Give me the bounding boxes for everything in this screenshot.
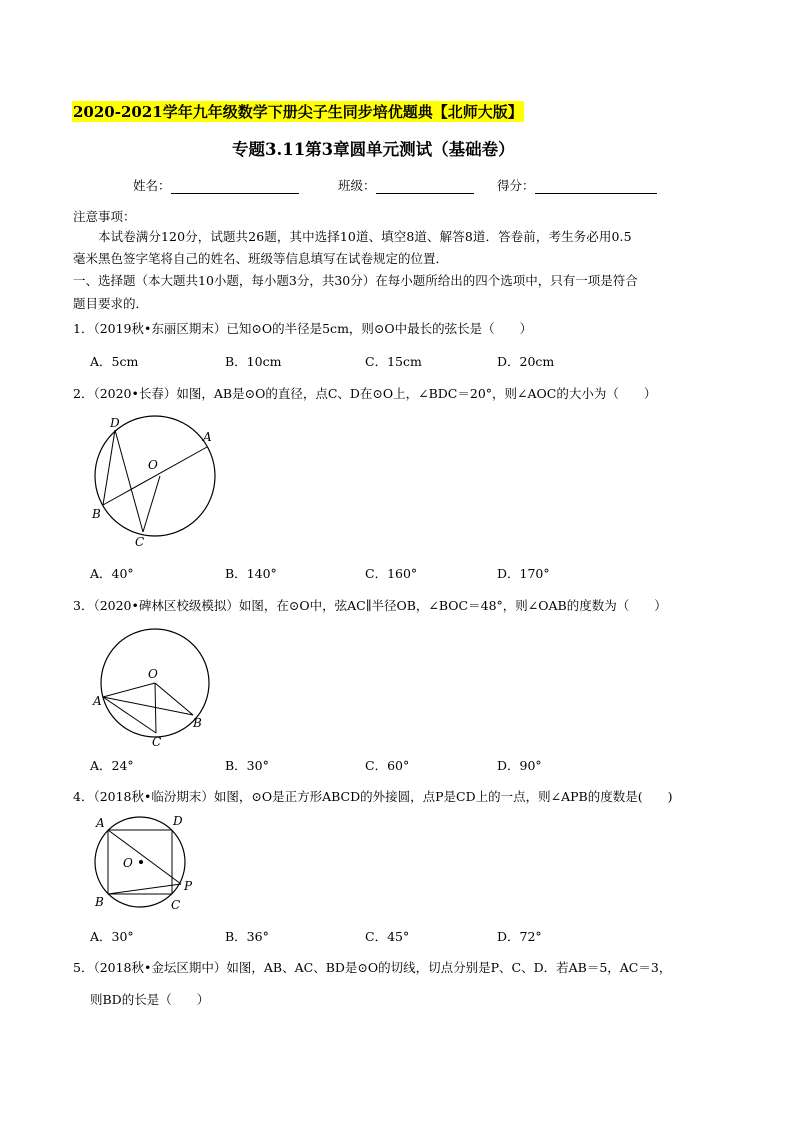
fig3-label-c: C bbox=[152, 735, 162, 749]
fig2-segment-db bbox=[103, 430, 115, 505]
fig2-label-a: A bbox=[203, 430, 212, 444]
fig2-label-c: C bbox=[135, 535, 145, 549]
score-field[interactable] bbox=[535, 193, 657, 194]
fig2-segment-dc bbox=[115, 430, 143, 532]
fig2-label-d: D bbox=[110, 416, 120, 430]
question-2-stem: 2．（2020•长春）如图，AB是⊙O的直径，点C、D在⊙O上，∠BDC＝20°，则∠AOC的大小为（ ） bbox=[73, 386, 657, 401]
fig3-label-b: B bbox=[193, 716, 202, 730]
class-field[interactable] bbox=[376, 193, 474, 194]
page-title: 专题3.11第3章圆单元测试（基础卷） bbox=[232, 140, 515, 159]
notes-line-1: 本试卷满分120分，试题共26题，其中选择10道、填空8道、解答8道．答卷前，考生务必用0.5 bbox=[98, 229, 632, 244]
fig3-label-o: O bbox=[148, 667, 158, 681]
score-label: 得分： bbox=[497, 178, 535, 193]
fig2-segment-oc bbox=[143, 476, 160, 532]
section-intro-1: 一、选择题（本大题共10小题，每小题3分，共30分）在每小题所给出的四个选项中，只有一项是符合 bbox=[73, 273, 638, 288]
q2-option-c[interactable]: C．160° bbox=[365, 566, 418, 581]
q2-option-b[interactable]: B．140° bbox=[225, 566, 277, 581]
figure-q4 bbox=[86, 812, 202, 912]
fig4-label-o: O bbox=[123, 856, 133, 870]
question-3-stem: 3．（2020•碑林区校级模拟）如图，在⊙O中，弦AC∥半径OB，∠BOC＝48°，则∠OAB的度数为（ ） bbox=[73, 598, 667, 613]
class-row bbox=[338, 176, 474, 194]
fig4-label-c: C bbox=[171, 898, 181, 912]
q2-option-a[interactable]: A．40° bbox=[90, 566, 134, 581]
fig4-label-p: P bbox=[184, 879, 193, 893]
q1-option-b[interactable]: B．10cm bbox=[225, 354, 282, 369]
fig3-segment-oa bbox=[103, 683, 155, 697]
question-5-stem-2: 则BD的长是（ ） bbox=[90, 992, 210, 1007]
fig4-label-b: B bbox=[95, 895, 104, 909]
q1-option-d[interactable]: D．20cm bbox=[497, 354, 555, 369]
q2-option-d[interactable]: D．170° bbox=[497, 566, 550, 581]
notes-line-2: 毫米黑色签字笔将自己的姓名、班级等信息填写在试卷规定的位置． bbox=[73, 251, 449, 266]
fig3-label-a: A bbox=[93, 694, 102, 708]
question-5-stem: 5．（2018秋•金坛区期中）如图，AB、AC、BD是⊙O的切线，切点分别是P、C、D．若AB＝5，AC＝3， bbox=[73, 960, 672, 975]
q3-option-d[interactable]: D．90° bbox=[497, 758, 542, 773]
banner: 2020-2021学年九年级数学下册尖子生同步培优题典【北师大版】 bbox=[73, 103, 523, 121]
q1-option-a[interactable]: A．5cm bbox=[90, 354, 139, 369]
class-label: 班级： bbox=[338, 178, 376, 193]
question-4-stem: 4．（2018秋•临汾期末）如图，⊙O是正方形ABCD的外接圆，点P是CD上的一点，则∠APB的度数是( ) bbox=[73, 789, 673, 804]
figure-q2 bbox=[85, 412, 225, 552]
q3-option-a[interactable]: A．24° bbox=[90, 758, 134, 773]
q3-option-c[interactable]: C．60° bbox=[365, 758, 410, 773]
fig2-label-b: B bbox=[92, 507, 101, 521]
fig4-label-d: D bbox=[173, 814, 183, 828]
fig4-segment-bp bbox=[108, 884, 181, 894]
fig4-label-a: A bbox=[96, 816, 105, 830]
section-intro-2: 题目要求的． bbox=[73, 296, 149, 311]
q4-option-d[interactable]: D．72° bbox=[497, 929, 542, 944]
fig2-label-o: O bbox=[148, 458, 158, 472]
name-field[interactable] bbox=[171, 193, 299, 194]
name-label: 姓名： bbox=[133, 178, 171, 193]
q4-option-a[interactable]: A．30° bbox=[90, 929, 134, 944]
q4-option-b[interactable]: B．36° bbox=[225, 929, 269, 944]
q3-option-b[interactable]: B．30° bbox=[225, 758, 269, 773]
fig4-center-dot bbox=[139, 860, 143, 864]
fig4-segment-ap bbox=[108, 830, 181, 884]
fig2-diameter-ab bbox=[103, 447, 207, 505]
question-1-stem: 1．（2019秋•东丽区期末）已知⊙O的半径是5cm，则⊙O中最长的弦长是（ ） bbox=[73, 321, 533, 336]
notes-heading: 注意事项： bbox=[73, 209, 136, 224]
q1-option-c[interactable]: C．15cm bbox=[365, 354, 422, 369]
q4-option-c[interactable]: C．45° bbox=[365, 929, 410, 944]
fig3-segment-ob bbox=[155, 683, 193, 715]
name-row bbox=[133, 176, 299, 194]
figure-q3 bbox=[90, 626, 220, 750]
score-row bbox=[497, 176, 657, 194]
